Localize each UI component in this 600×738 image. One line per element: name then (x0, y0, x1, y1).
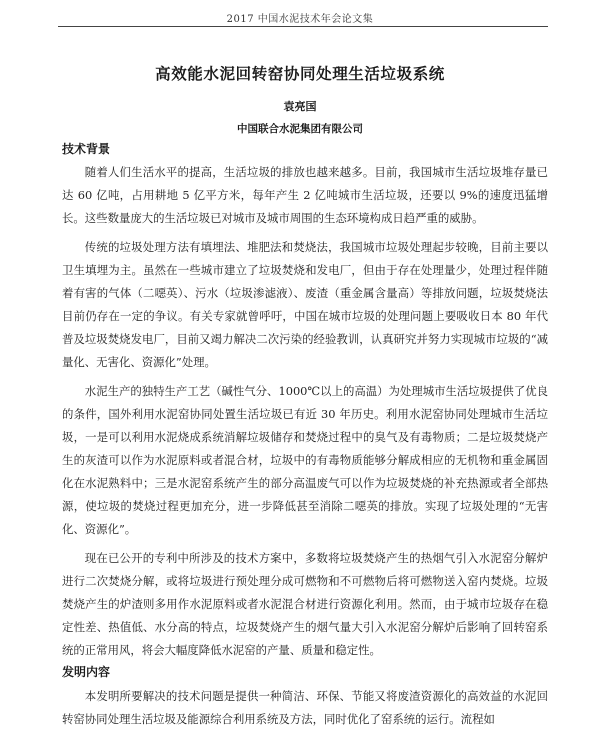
section-heading-invention: 发明内容 (62, 665, 111, 679)
paragraph-1: 随着人们生活水平的提高，生活垃圾的排放也越来越多。目前，我国城市生活垃圾堆存量已达 60 亿吨，占用耕地 5 亿平方米，每年产生 2 亿吨城市生活垃圾，还要以 9%的速度迅猛增长。这些数量庞大的生活垃圾已对城市及城市周围的生态环境构成日趋严重的威胁。 (62, 165, 548, 225)
paragraph-5: 本发明所要解决的技术问题是提供一种简洁、环保、节能又将废渣资源化的高效益的水泥回转窑协同处理生活垃圾及能源综合利用系统及方法，同时优化了窑系统的运行。流程如 (62, 689, 548, 726)
author-affiliation: 中国联合水泥集团有限公司 (237, 123, 363, 135)
author-name: 袁亮国 (283, 100, 317, 113)
article-title: 高效能水泥回转窑协同处理生活垃圾系统 (155, 64, 445, 83)
paragraph-3: 水泥生产的独特生产工艺（碱性气分、1000℃以上的高温）为处理城市生活垃圾提供了优良的条件，国外利用水泥窑协同处置生活垃圾已有近 30 年历史。利用水泥窑协同处理城市生活垃圾，一是可以利用水泥烧成系统消解垃圾储存和焚烧过程中的臭气及有毒物质；二是垃圾焚烧产生的灰渣可以作为水泥原料或者混合材，垃圾中的有毒物质能够分解成相应的无机物和重金属固化在水泥熟料中；三是水泥窑系统产生的部分高温废气可以作为垃圾焚烧的补充热源或者全部热源，使垃圾的焚烧过程更加充分，进一步降低甚至消除二噁英的排放。实现了垃圾处理的“无害化、资源化”。 (62, 384, 548, 536)
header-divider (58, 26, 548, 27)
section-heading-background: 技术背景 (62, 142, 111, 156)
running-header: 2017 中国水泥技术年会论文集 (226, 14, 374, 25)
paragraph-2: 传统的垃圾处理方法有填埋法、堆肥法和焚烧法，我国城市垃圾处理起步较晚，目前主要以卫生填埋为主。虽然在一些城市建立了垃圾焚烧和发电厂，但由于存在处理量少，处理过程伴随着有害的气体（二噁英）、污水（垃圾渗滤液）、废渣（重金属含量高）等排放问题，垃圾焚烧法目前仍存在一定的争议。有关专家就曾呼吁，中国在城市垃圾的处理问题上要吸收日本 80 年代普及垃圾焚烧发电厂，目前又竭力解决二次污染的经验教训，认真研究并努力实现城市垃圾的“减量化、无害化、资源化”处理。 (62, 240, 548, 369)
paragraph-4: 现在已公开的专利中所涉及的技术方案中，多数将垃圾焚烧产生的热烟气引入水泥窑分解炉进行二次焚烧分解，或将垃圾进行预处理分成可燃物和不可燃物后将可燃物送入窑内焚烧。垃圾焚烧产生的炉渣则多用作水泥原料或者水泥混合材进行资源化利用。然而，由于城市垃圾存在稳定性差、热值低、水分高的特点，垃圾焚烧产生的烟气量大引入水泥窑分解炉后影响了回转窑系统的正常用风，将会大幅度降低水泥窑的产量、质量和稳定性。 (62, 551, 548, 657)
